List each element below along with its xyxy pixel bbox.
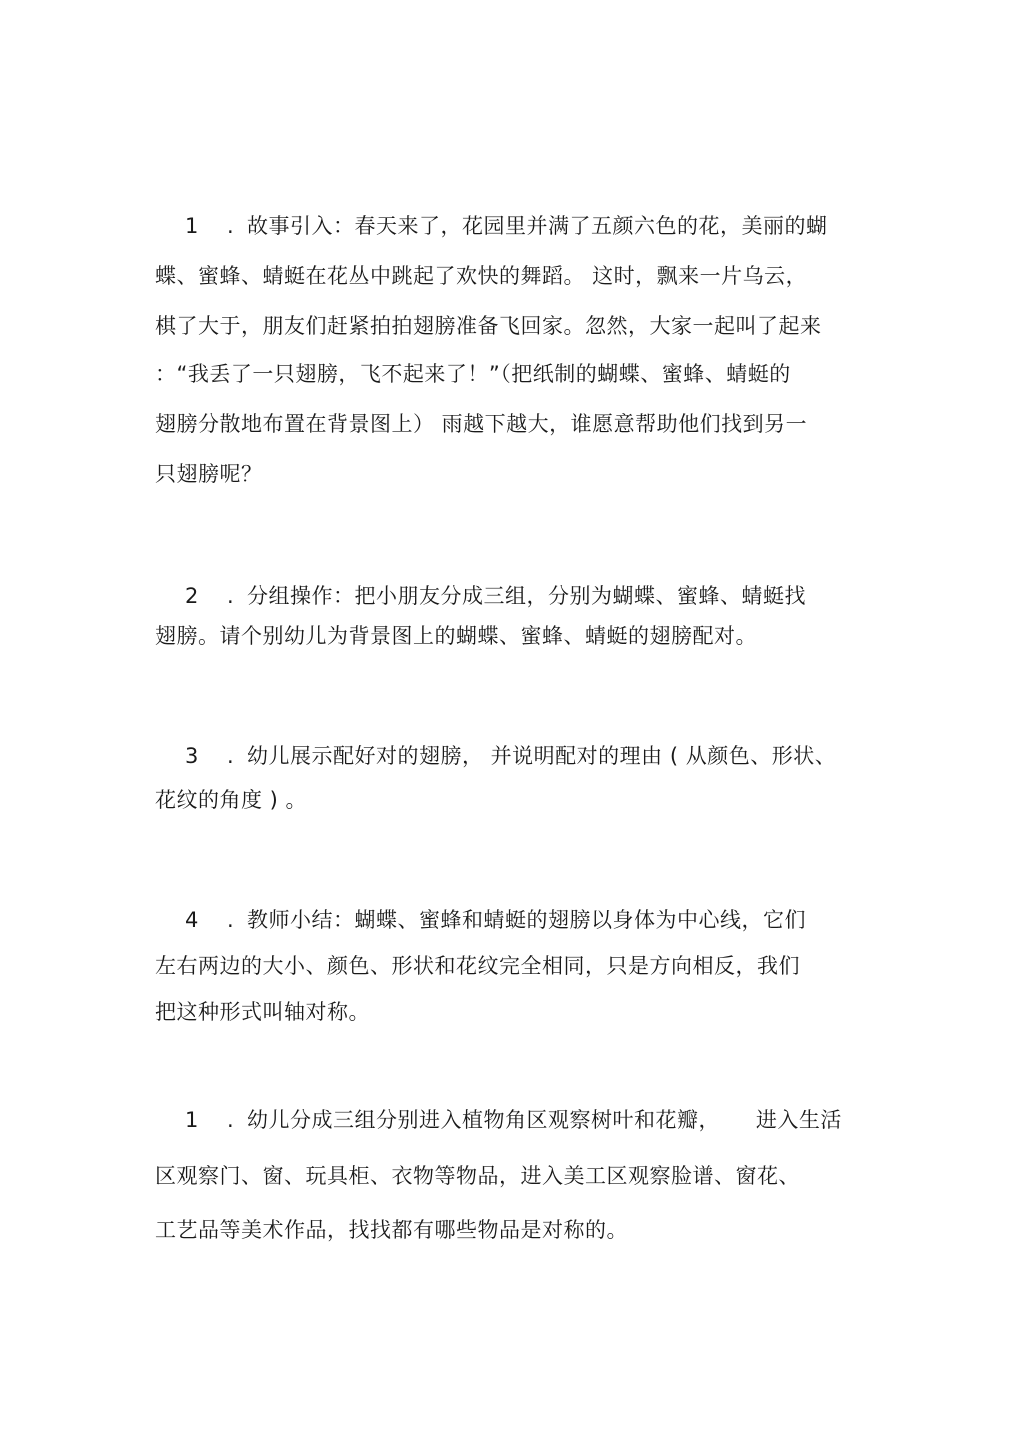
paragraph-5-line-1: [155, 1106, 842, 1134]
paragraph-number: 3: [185, 744, 199, 768]
paragraph-4-line-2: 左右两边的大小、颜色、形状和花纹完全相同，只是方向相反，我们: [155, 954, 800, 978]
paragraph-dot: .: [227, 1108, 235, 1132]
paragraph-1-line-5: 翅膀分散地布置在背景图上） 雨越下越大，谁愿意帮助他们找到另一: [155, 412, 808, 436]
paragraph-3-line-2: 花纹的角度 ) 。: [155, 788, 308, 812]
paragraph-2-line-1: [155, 582, 806, 610]
paragraph-number: 4: [185, 908, 199, 932]
paragraph-dot: .: [227, 214, 235, 238]
paragraph-text: 幼儿展示配好对的翅膀， 并说明配对的理由 ( 从颜色、形状、: [247, 744, 837, 768]
paragraph-text: 分组操作：把小朋友分成三组，分别为蝴蝶、蜜蜂、蜻蜓找: [247, 584, 806, 608]
paragraph-4-line-1: [155, 906, 806, 934]
paragraph-text: 教师小结：蝴蝶、蜜蜂和蜻蜓的翅膀以身体为中心线，它们: [247, 908, 806, 932]
paragraph-1-line-3: 棋了大于，朋友们赶紧拍拍翅膀准备飞回家。忽然，大家一起叫了起来: [155, 314, 822, 338]
paragraph-dot: .: [227, 908, 235, 932]
paragraph-4-line-3: 把这种形式叫轴对称。: [155, 1000, 370, 1024]
paragraph-text: 幼儿分成三组分别进入植物角区观察树叶和花瓣， 进入生活: [247, 1108, 842, 1132]
paragraph-5-line-3: 工艺品等美术作品，找找都有哪些物品是对称的。: [155, 1218, 628, 1242]
paragraph-1-line-4: ：“我丢了一只翅膀，飞不起来了！”（把纸制的蝴蝶、蜜蜂、蜻蜓的: [155, 362, 791, 386]
paragraph-1-line-1: [155, 212, 828, 240]
paragraph-number: 1: [185, 1108, 199, 1132]
paragraph-2-line-2: 翅膀。请个别幼儿为背景图上的蝴蝶、蜜蜂、蜻蜓的翅膀配对。: [155, 624, 757, 648]
paragraph-number: 1: [185, 214, 199, 238]
paragraph-5-line-2: 区观察门、窗、玩具柜、衣物等物品，进入美工区观察脸谱、窗花、: [155, 1164, 800, 1188]
paragraph-text: 故事引入：春天来了，花园里并满了五颜六色的花，美丽的蝴: [247, 214, 828, 238]
paragraph-number: 2: [185, 584, 199, 608]
paragraph-3-line-1: [155, 742, 836, 770]
paragraph-dot: .: [227, 744, 235, 768]
paragraph-1-line-2: 蝶、蜜蜂、蜻蜓在花丛中跳起了欢快的舞蹈。 这时，飘来一片乌云，: [155, 264, 808, 288]
paragraph-dot: .: [227, 584, 235, 608]
paragraph-1-line-6: 只翅膀呢？: [155, 462, 263, 486]
